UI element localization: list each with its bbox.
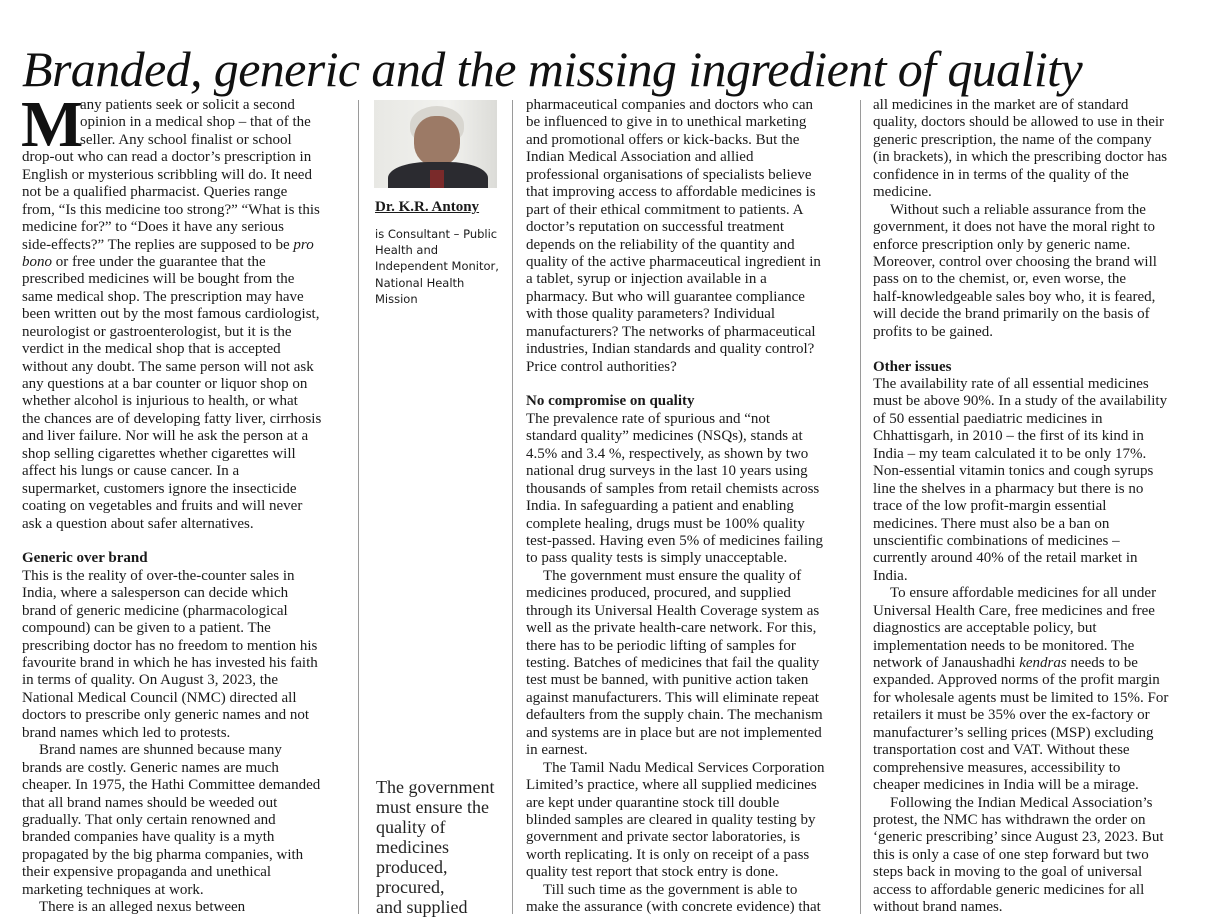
text-line: make the assurance (with concrete evidence) that	[526, 899, 821, 916]
text-line: medicines. There must also be a ban on	[873, 515, 1110, 532]
text-line: not be a qualified pharmacist. Queries range	[22, 184, 288, 201]
text-line: To ensure affordable medicines for all under	[890, 585, 1157, 602]
text-line: 4.5% and 3.4 %, respectively, as shown by two	[526, 445, 809, 462]
text-line: India.	[873, 567, 908, 584]
text-line: protest, the NMC has withdrawn the order on	[873, 811, 1146, 828]
photo-face	[414, 116, 460, 166]
text-line: test must be banned, with punitive action taken	[526, 672, 809, 689]
column-divider	[860, 100, 861, 914]
paragraph	[526, 568, 856, 760]
text-line: testing. Batches of medicines that fail the quality	[526, 655, 820, 671]
text-line: trace of the low profit-margin essential	[873, 498, 1107, 515]
text-line: without any doubt. The same person will not ask	[22, 358, 314, 375]
italic-text: kendras	[1019, 655, 1067, 671]
text-line: defaulters from the supply chain. The mechanism	[526, 707, 823, 724]
text-line: The availability rate of all essential medicines	[873, 376, 1149, 392]
text-line: for wholesale agents must be limited to 15%. For	[873, 689, 1169, 706]
text-line: are kept under quarantine stock till double	[526, 794, 780, 811]
text-line: branded companies have quality is a myth	[22, 829, 275, 846]
text-line: doctor’s reputation on successful treatment	[526, 219, 784, 236]
text-line: Chhattisgarh, in 2010 – the first of its kind in	[873, 428, 1144, 445]
bio-line: Health and	[375, 243, 439, 258]
pull-quote-line: quality of	[376, 817, 446, 837]
text-line: pass on to the chemist, or, even worse, the	[873, 271, 1127, 288]
text-line: in earnest.	[526, 742, 588, 759]
text-line: there has to be periodic lifting of samples for	[526, 637, 796, 654]
text-line	[873, 655, 1203, 672]
text-line: There is an alleged nexus between	[39, 899, 246, 916]
text-line: shop selling cigarettes whether cigarettes will	[22, 445, 296, 462]
author-name: Dr. K.R. Antony	[375, 199, 480, 215]
text-line: without brand names.	[873, 899, 1003, 916]
text-line: whether alcohol is injurious to health, or what	[22, 393, 298, 410]
text-line: government and private sector laboratories, is	[526, 829, 801, 846]
text-segment: needs to be	[1066, 655, 1138, 671]
text-line: Moreover, control over choosing the brand will	[873, 253, 1157, 270]
text-line: cheaper. In 1975, the Hathi Committee demanded	[22, 777, 321, 794]
text-line: test-passed. Having even 5% of medicines failing	[526, 532, 823, 549]
text-line: favourite brand in which he has invested his faith	[22, 655, 318, 671]
paragraph	[526, 97, 856, 376]
paragraph	[873, 795, 1203, 917]
text-line: doctors to prescribe only generic names and not	[22, 707, 309, 724]
text-line: brand of generic medicine (pharmacological	[22, 602, 288, 619]
text-line: in terms of quality. On August 3, 2023, the	[22, 672, 279, 689]
section-heading: No compromise on quality	[526, 393, 695, 410]
text-line: steps back in moving to the goal of universal	[873, 864, 1143, 881]
text-line: and promotional offers or kick-backs. But the	[526, 131, 800, 148]
text-line: retailers it must be 35% over the ex-factory or	[873, 707, 1150, 724]
text-line: part of their ethical commitment to patients. A	[526, 201, 804, 218]
text-line: seller. Any school finalist or school	[80, 131, 292, 148]
text-line: compound) can be given to a patient. The	[22, 620, 271, 637]
text-line: expanded. Approved norms of the profit margin	[873, 672, 1160, 689]
text-line: professional organisations of specialists believe	[526, 166, 812, 183]
column-divider	[512, 100, 513, 914]
text-line: the chances are of developing fatty liver, cirrhosis	[22, 410, 322, 427]
text-line: Limited’s practice, where all supplied medicines	[526, 777, 817, 794]
drop-cap: M	[21, 88, 84, 161]
text-line: Brand names are shunned because many	[39, 742, 282, 759]
text-line: must be above 90%. In a study of the availability	[873, 393, 1168, 410]
text-line: diagnostics are acceptable policy, but	[873, 620, 1097, 637]
paragraph	[526, 760, 856, 882]
text-line: currently around 40% of the retail market in	[873, 550, 1138, 567]
pull-quote-line: medicines	[376, 837, 449, 857]
pull-quote-line: and supplied	[376, 897, 468, 917]
text-line: complete healing, drugs must be 100% quality	[526, 515, 805, 532]
text-line: ask a question about safer alternatives.	[22, 515, 254, 532]
text-line: gradually. That only certain renowned and	[22, 811, 276, 828]
text-line: quality, doctors should be allowed to use in their	[873, 114, 1165, 131]
paragraph	[873, 585, 1203, 794]
paragraph	[526, 882, 856, 917]
paragraph	[873, 97, 1203, 202]
text-line: India – my team calculated it to be only 17%.	[873, 445, 1147, 462]
text-line: Till such time as the government is able to	[543, 881, 798, 898]
text-line: any questions at a bar counter or liquor shop on	[22, 376, 308, 392]
text-line: against manufacturers. This will eliminate repeat	[526, 689, 819, 706]
text-line: through its Universal Health Coverage system as	[526, 602, 820, 619]
text-line: confidence in in terms of the quality of the	[873, 166, 1129, 183]
text-line: government, it does not have the moral right to	[873, 219, 1156, 236]
article-column-3	[873, 97, 1203, 917]
text-line: medicine.	[873, 184, 932, 201]
text-line: neurologist or gastroenterologist, but it is the	[22, 323, 292, 340]
text-line: ‘generic prescribing’ since August 23, 2023. But	[873, 829, 1164, 846]
text-line: The prevalence rate of spurious and “not	[526, 410, 771, 427]
text-line: national drug surveys in the last 10 years using	[526, 463, 808, 480]
pull-quote-line: The government	[376, 777, 495, 797]
text-line: brand names which led to protests.	[22, 724, 231, 741]
text-line: drop-out who can read a doctor’s prescription in	[22, 149, 312, 166]
text-segment: or free under the guarantee that the	[52, 253, 266, 270]
bio-line: Mission	[375, 291, 418, 306]
text-line: brands are costly. Generic names are much	[22, 759, 279, 776]
text-line: India, where a salesperson can decide which	[22, 585, 289, 602]
paragraph	[526, 411, 856, 568]
text-line: pharmaceutical companies and doctors who can	[526, 97, 813, 113]
text-segment: side-effects?” The replies are supposed to be	[22, 236, 294, 253]
text-line: and systems are in place but are not implemented	[526, 724, 822, 741]
text-line: half-knowledgeable sales boy who, it is feared,	[873, 288, 1156, 305]
text-line: medicines produced, procured, and supplied	[526, 585, 791, 602]
italic-text: pro	[293, 236, 314, 253]
headline: Branded, generic and the missing ingredient of quality	[22, 40, 1083, 97]
pull-quote-line: produced,	[376, 857, 448, 877]
text-line: their expensive propaganda and unethical	[22, 864, 272, 881]
text-line: will decide the brand primarily on the basis of	[873, 306, 1150, 323]
paragraph-spacer	[22, 533, 352, 550]
paragraph	[22, 742, 352, 899]
text-line: coating on vegetables and fruits and will never	[22, 498, 303, 515]
text-line: This is the reality of over-the-counter sales in	[22, 567, 295, 584]
text-line: supermarket, customers ignore the insecticide	[22, 480, 297, 497]
author-bio	[375, 226, 505, 307]
italic-text: bono	[22, 253, 52, 270]
text-line: transportation cost and VAT. Without these	[873, 742, 1130, 759]
column-divider	[358, 100, 359, 914]
article-column-2	[526, 97, 856, 917]
text-line: be influenced to give in to unethical marketing	[526, 114, 807, 131]
text-line: implementation needs to be monitored. The	[873, 637, 1135, 654]
text-line: generic prescription, the name of the company	[873, 131, 1152, 148]
text-line: pharmacy. But who will guarantee compliance	[526, 288, 805, 305]
text-line: Universal Health Care, free medicines and free	[873, 602, 1155, 619]
text-line: manufacturers? The networks of pharmaceutical	[526, 323, 816, 340]
text-line: with those quality parameters? Individual	[526, 306, 776, 323]
text-line: National Medical Council (NMC) directed all	[22, 689, 297, 706]
article-column-1	[21, 88, 352, 917]
text-line: India. In safeguarding a patient and enabling	[526, 498, 794, 515]
text-line: Following the Indian Medical Association’s	[890, 794, 1153, 811]
text-line: manufacturer’s selling prices (MSP) excluding	[873, 724, 1154, 741]
text-line: opinion in a medical shop – that of the	[80, 114, 311, 131]
text-line: verdict in the medical shop that is accepted	[22, 341, 281, 358]
section-heading: Other issues	[873, 358, 952, 375]
paragraph-spacer	[526, 376, 856, 393]
text-segment: network of Janaushadhi	[873, 655, 1020, 671]
text-line: of 50 essential paediatric medicines in	[873, 410, 1103, 427]
text-line: thousands of samples from retail chemists across	[526, 480, 820, 497]
text-line: comprehensive measures, accessibility to	[873, 759, 1121, 776]
paragraph	[22, 568, 352, 742]
text-line: access to affordable generic medicines for all	[873, 881, 1145, 898]
text-line: medicine for?” to “Does it have any serious	[22, 219, 284, 236]
text-line: and liver failure. Nor will he ask the person at a	[22, 428, 309, 445]
text-line: prescribing doctor has no freedom to mention his	[22, 637, 318, 654]
text-line: same medical shop. The prescription may have	[22, 288, 304, 305]
text-line: unscientific combinations of medicines –	[873, 532, 1120, 549]
paragraph	[873, 376, 1203, 585]
text-line: English or mysterious scribbling will do. It need	[22, 166, 312, 183]
text-line: profits to be gained.	[873, 323, 993, 340]
text-line: quality test report that stock entry is done.	[526, 864, 779, 881]
paragraph-spacer	[873, 341, 1203, 358]
text-line: been written out by the most famous cardiologist,	[22, 306, 320, 323]
text-line: prescribed medicines will be bought from the	[22, 271, 295, 288]
text-line: to pass quality tests is simply unacceptable.	[526, 550, 788, 567]
pull-quote	[376, 777, 494, 917]
text-line: Without such a reliable assurance from the	[890, 201, 1146, 218]
text-line	[22, 254, 352, 271]
text-line: depends on the reliability of the quantity and	[526, 236, 795, 253]
text-line: (in brackets), in which the prescribing doctor has	[873, 149, 1168, 166]
paragraph	[22, 899, 352, 916]
text-line: Non-essential vitamin tonics and cough syrups	[873, 463, 1154, 480]
text-line: standard quality” medicines (NSQs), stands at	[526, 428, 803, 445]
author-photo	[374, 100, 497, 188]
text-line: propagated by the big pharma companies, with	[22, 846, 304, 863]
text-line: well as the private health-care network. For this,	[526, 620, 817, 637]
paragraph	[22, 149, 352, 533]
text-line: line the shelves in a pharmacy but there is no	[873, 480, 1144, 497]
text-line: any patients seek or solicit a second	[80, 97, 295, 113]
text-line: that improving access to affordable medicines is	[526, 184, 816, 201]
text-line: from, “Is this medicine too strong?” “What is this	[22, 201, 320, 218]
bio-line: is Consultant – Public	[375, 227, 498, 241]
text-line: enforce prescription only by generic name.	[873, 236, 1131, 253]
text-line: industries, Indian standards and quality control?	[526, 341, 815, 358]
text-line: The Tamil Nadu Medical Services Corporation	[543, 759, 825, 776]
text-line: Indian Medical Association and allied	[526, 149, 754, 166]
text-line: worth replicating. It is only on receipt of a pass	[526, 846, 810, 863]
text-line: all medicines in the market are of standard	[873, 97, 1129, 113]
photo-tie	[430, 170, 444, 188]
text-line: a tablet, syrup or injection available in a	[526, 271, 767, 288]
text-line: that all brand names should be weeded out	[22, 794, 278, 811]
bio-line: Independent Monitor,	[375, 259, 499, 274]
text-line: cheaper medicines in India will be a mirage.	[873, 777, 1139, 794]
pull-quote-line: procured,	[376, 877, 445, 897]
text-line: The government must ensure the quality of	[543, 567, 802, 584]
text-line: this is only a case of one step forward but two	[873, 846, 1149, 863]
section-heading: Generic over brand	[22, 550, 148, 567]
text-line: quality of the active pharmaceutical ingredient in	[526, 253, 821, 270]
text-line: affect his lungs or cause cancer. In a	[22, 463, 240, 480]
text-line	[22, 237, 352, 254]
text-line: Price control authorities?	[526, 358, 677, 375]
paragraph	[873, 202, 1203, 342]
text-line: blinded samples are cleared in quality testing by	[526, 811, 816, 828]
pull-quote-line: must ensure the	[376, 797, 489, 817]
text-line: marketing techniques at work.	[22, 881, 204, 898]
bio-line: National Health	[375, 275, 465, 290]
